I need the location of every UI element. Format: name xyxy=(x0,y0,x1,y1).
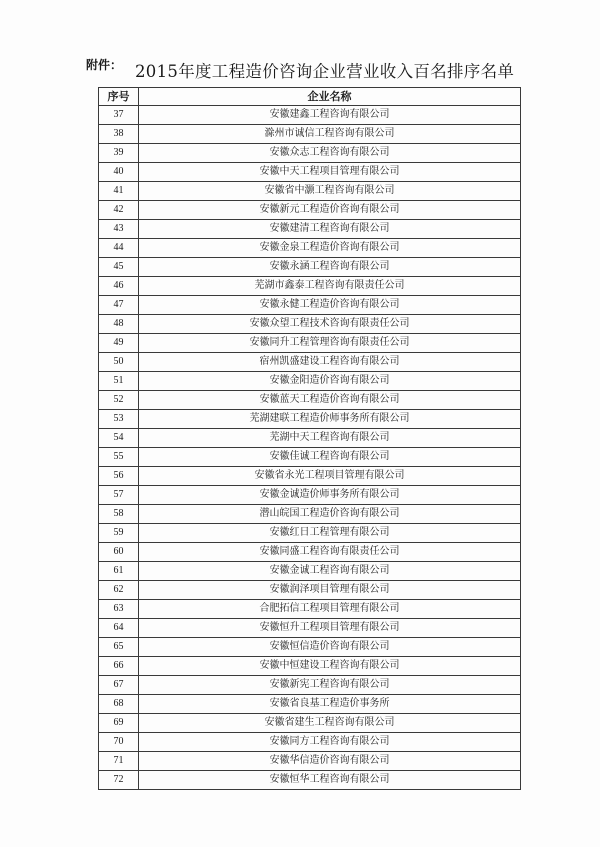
table-row xyxy=(99,467,521,486)
company-name-cell: 安徽建清工程咨询有限公司 xyxy=(139,220,521,239)
company-name-cell: 安徽金泉工程造价咨询有限公司 xyxy=(139,239,521,258)
company-name-cell: 芜湖市鑫泰工程咨询有限责任公司 xyxy=(139,277,521,296)
table-row xyxy=(99,486,521,505)
row-number-cell: 70 xyxy=(99,733,139,752)
row-number-cell: 64 xyxy=(99,619,139,638)
table-header-row xyxy=(99,88,521,106)
row-number-cell: 41 xyxy=(99,182,139,201)
row-number-cell: 50 xyxy=(99,353,139,372)
row-number-cell: 65 xyxy=(99,638,139,657)
table-row xyxy=(99,239,521,258)
row-number-cell: 71 xyxy=(99,752,139,771)
table-row xyxy=(99,201,521,220)
row-number-cell: 67 xyxy=(99,676,139,695)
row-number-cell: 62 xyxy=(99,581,139,600)
table-row xyxy=(99,353,521,372)
row-number-cell: 49 xyxy=(99,334,139,353)
row-number-cell: 55 xyxy=(99,448,139,467)
row-number-cell: 40 xyxy=(99,163,139,182)
company-name-cell: 安徽新元工程造价咨询有限公司 xyxy=(139,201,521,220)
company-name-cell: 安徽佳诚工程咨询有限公司 xyxy=(139,448,521,467)
row-number-cell: 68 xyxy=(99,695,139,714)
table-row xyxy=(99,505,521,524)
company-name-cell: 安徽省良基工程造价事务所 xyxy=(139,695,521,714)
company-name-cell: 安徽金诚造价师事务所有限公司 xyxy=(139,486,521,505)
table-row xyxy=(99,638,521,657)
row-number-cell: 59 xyxy=(99,524,139,543)
company-name-cell: 安徽众望工程技术咨询有限责任公司 xyxy=(139,315,521,334)
table-row xyxy=(99,410,521,429)
company-name-cell: 安徽中天工程项目管理有限公司 xyxy=(139,163,521,182)
row-number-cell: 58 xyxy=(99,505,139,524)
row-number-cell: 52 xyxy=(99,391,139,410)
company-name-cell: 安徽建鑫工程咨询有限公司 xyxy=(139,106,521,125)
table-row xyxy=(99,296,521,315)
company-name-cell: 安徽同方工程咨询有限公司 xyxy=(139,733,521,752)
company-name-cell: 安徽同升工程管理咨询有限责任公司 xyxy=(139,334,521,353)
company-name-cell: 合肥拓信工程项目管理有限公司 xyxy=(139,600,521,619)
company-name-cell: 潜山皖国工程造价咨询有限公司 xyxy=(139,505,521,524)
column-header-number: 序号 xyxy=(99,88,139,106)
table-row xyxy=(99,391,521,410)
row-number-cell: 54 xyxy=(99,429,139,448)
row-number-cell: 57 xyxy=(99,486,139,505)
table-row xyxy=(99,182,521,201)
row-number-cell: 61 xyxy=(99,562,139,581)
table-row xyxy=(99,752,521,771)
company-name-cell: 安徽华信造价咨询有限公司 xyxy=(139,752,521,771)
row-number-cell: 46 xyxy=(99,277,139,296)
company-name-cell: 安徽恒信造价咨询有限公司 xyxy=(139,638,521,657)
company-name-cell: 安徽永涵工程咨询有限公司 xyxy=(139,258,521,277)
row-number-cell: 66 xyxy=(99,657,139,676)
ranking-table xyxy=(98,87,521,790)
row-number-cell: 42 xyxy=(99,201,139,220)
row-number-cell: 69 xyxy=(99,714,139,733)
company-name-cell: 芜湖建联工程造价师事务所有限公司 xyxy=(139,410,521,429)
row-number-cell: 39 xyxy=(99,144,139,163)
company-name-cell: 安徽省永光工程项目管理有限公司 xyxy=(139,467,521,486)
table-row xyxy=(99,619,521,638)
row-number-cell: 72 xyxy=(99,771,139,790)
company-name-cell: 安徽中恒建设工程咨询有限公司 xyxy=(139,657,521,676)
table-row xyxy=(99,448,521,467)
company-name-cell: 安徽金阳造价咨询有限公司 xyxy=(139,372,521,391)
table-row xyxy=(99,163,521,182)
company-name-cell: 安徽润泽项目管理有限公司 xyxy=(139,581,521,600)
company-name-cell: 滁州市诚信工程咨询有限公司 xyxy=(139,125,521,144)
document-title: 2015年度工程造价咨询企业营业收入百名排序名单 xyxy=(135,62,515,81)
company-name-cell: 芜湖中天工程咨询有限公司 xyxy=(139,429,521,448)
table-row xyxy=(99,258,521,277)
table-row xyxy=(99,277,521,296)
table-row xyxy=(99,372,521,391)
table-row xyxy=(99,543,521,562)
table-row xyxy=(99,600,521,619)
table-row xyxy=(99,106,521,125)
row-number-cell: 45 xyxy=(99,258,139,277)
table-row xyxy=(99,771,521,790)
company-name-cell: 安徽省建生工程咨询有限公司 xyxy=(139,714,521,733)
table-row xyxy=(99,562,521,581)
table-row xyxy=(99,581,521,600)
row-number-cell: 37 xyxy=(99,106,139,125)
table-row xyxy=(99,676,521,695)
row-number-cell: 38 xyxy=(99,125,139,144)
row-number-cell: 44 xyxy=(99,239,139,258)
row-number-cell: 56 xyxy=(99,467,139,486)
row-number-cell: 51 xyxy=(99,372,139,391)
attachment-label: 附件： xyxy=(86,58,123,72)
row-number-cell: 47 xyxy=(99,296,139,315)
table-row xyxy=(99,429,521,448)
table-row xyxy=(99,315,521,334)
company-name-cell: 安徽红日工程管理有限公司 xyxy=(139,524,521,543)
row-number-cell: 60 xyxy=(99,543,139,562)
row-number-cell: 48 xyxy=(99,315,139,334)
company-name-cell: 安徽众志工程咨询有限公司 xyxy=(139,144,521,163)
row-number-cell: 43 xyxy=(99,220,139,239)
table-row xyxy=(99,125,521,144)
table-row xyxy=(99,695,521,714)
table-row xyxy=(99,524,521,543)
company-name-cell: 安徽省中灏工程咨询有限公司 xyxy=(139,182,521,201)
company-name-cell: 宿州凯盛建设工程咨询有限公司 xyxy=(139,353,521,372)
row-number-cell: 53 xyxy=(99,410,139,429)
column-header-company: 企业名称 xyxy=(139,88,521,106)
table-row xyxy=(99,714,521,733)
table-row xyxy=(99,220,521,239)
table-row xyxy=(99,733,521,752)
company-name-cell: 安徽蓝天工程造价咨询有限公司 xyxy=(139,391,521,410)
company-name-cell: 安徽恒升工程项目管理有限公司 xyxy=(139,619,521,638)
table-row xyxy=(99,657,521,676)
company-name-cell: 安徽金诚工程咨询有限公司 xyxy=(139,562,521,581)
company-name-cell: 安徽永健工程造价咨询有限公司 xyxy=(139,296,521,315)
company-name-cell: 安徽恒华工程咨询有限公司 xyxy=(139,771,521,790)
table-row xyxy=(99,144,521,163)
company-name-cell: 安徽新宪工程咨询有限公司 xyxy=(139,676,521,695)
table-row xyxy=(99,334,521,353)
company-name-cell: 安徽同盛工程咨询有限责任公司 xyxy=(139,543,521,562)
row-number-cell: 63 xyxy=(99,600,139,619)
